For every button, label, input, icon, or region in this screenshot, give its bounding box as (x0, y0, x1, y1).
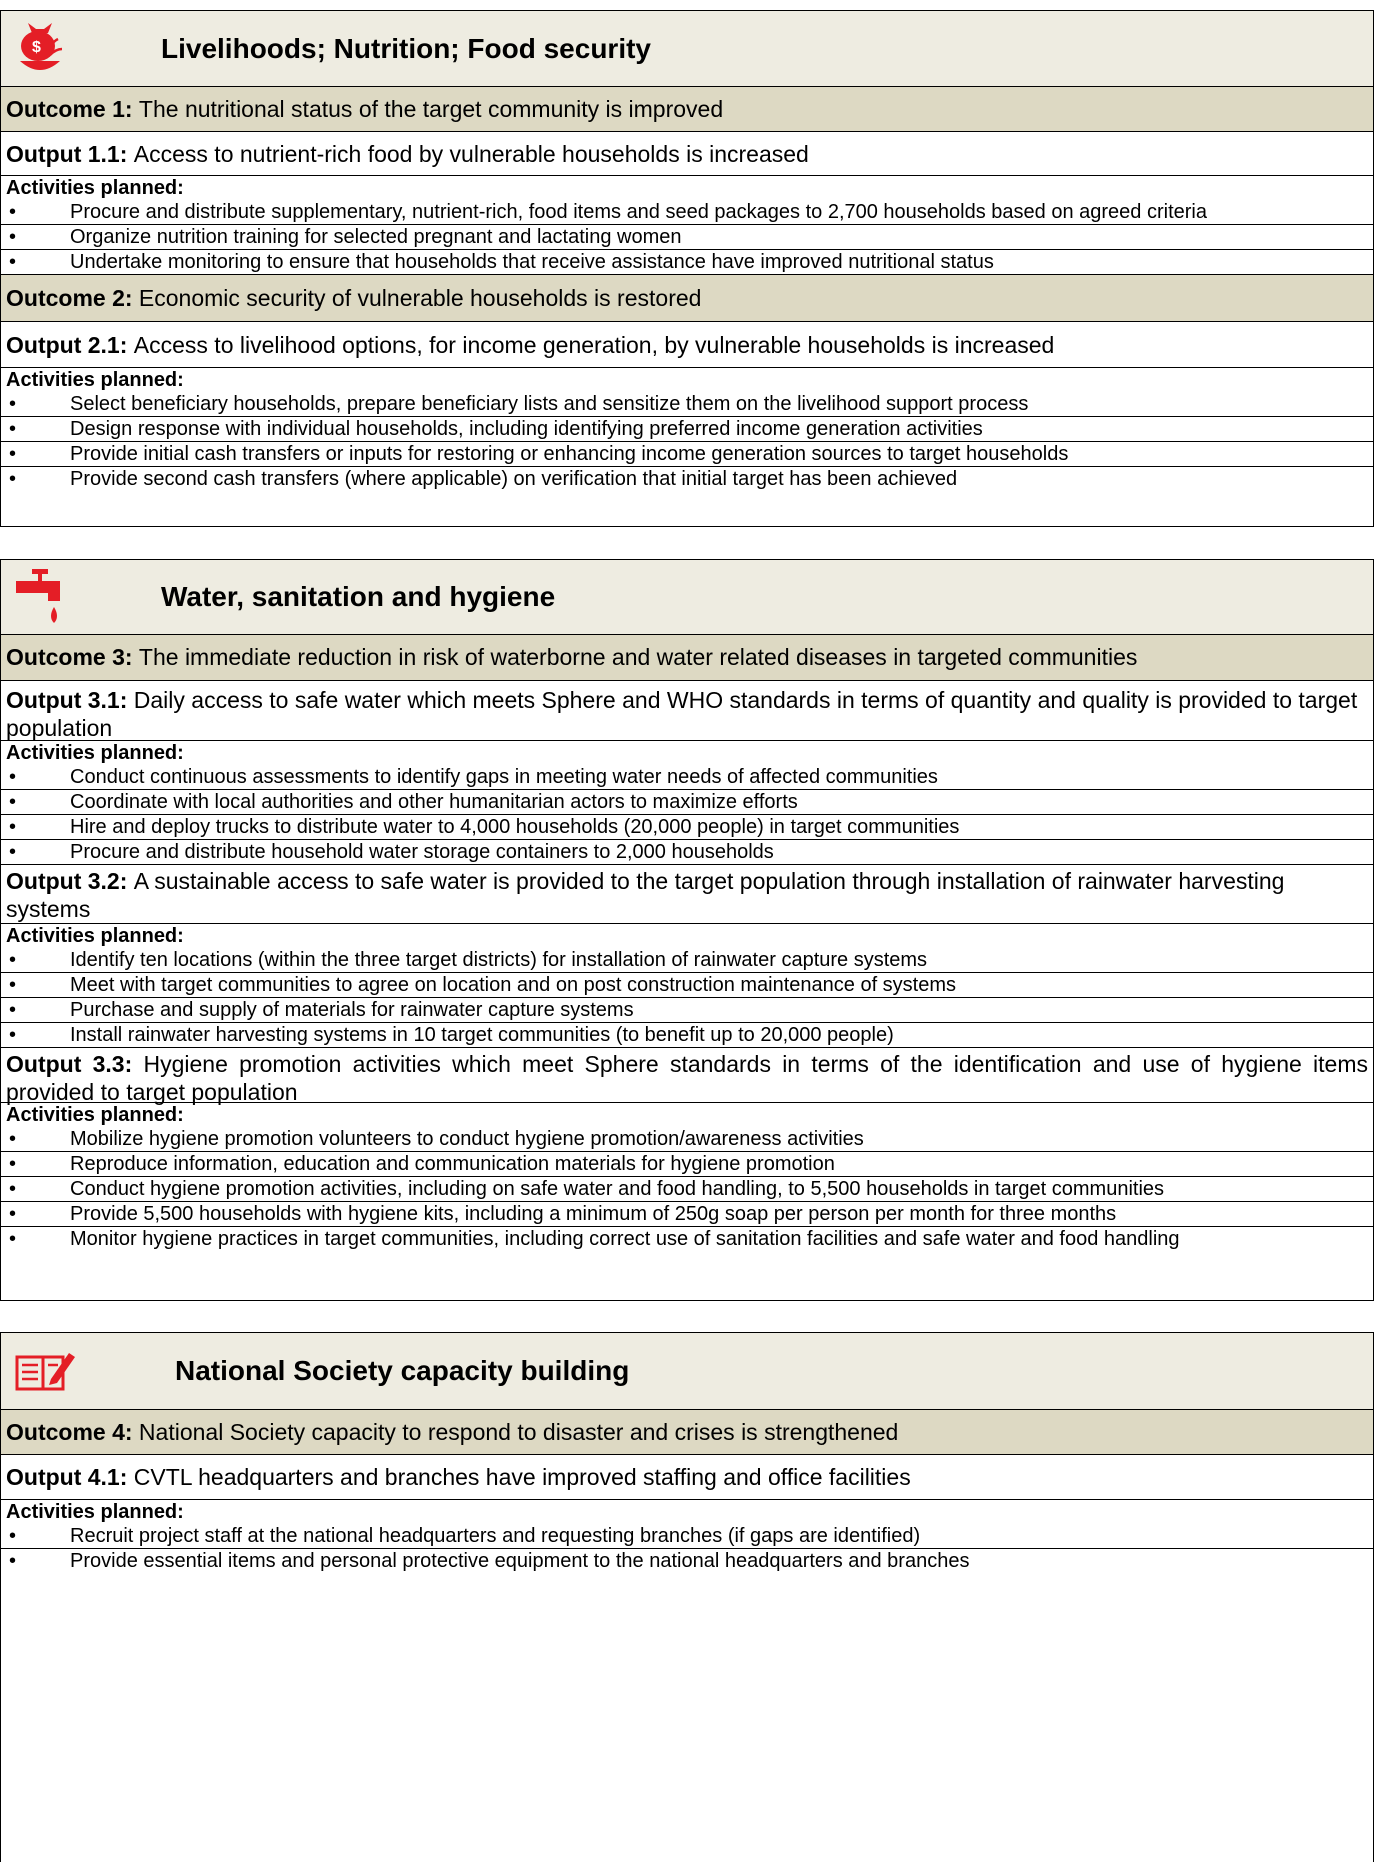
list-item: • Install rainwater harvesting systems in 10 target communities (to benefit up to 20,000 people) (1, 1023, 1373, 1047)
outcome-label: Outcome 3: (6, 644, 133, 670)
output-text: Access to livelihood options, for income generation, by vulnerable households is increased (133, 331, 1055, 358)
activities-label: Activities planned: (6, 742, 184, 764)
list-item: • Conduct continuous assessments to identify gaps in meeting water needs of affected communities (1, 765, 1373, 790)
section-wash (0, 559, 1374, 1301)
output-text: Access to nutrient-rich food by vulnerable households is increased (133, 140, 809, 167)
list-item: • Recruit project staff at the national headquarters and requesting branches (if gaps are identified) (1, 1524, 1373, 1549)
list-item: • Identify ten locations (within the three target districts) for installation of rainwater capture systems (1, 948, 1373, 973)
activities-block (1, 924, 1373, 1048)
section-title: Water, sanitation and hygiene (161, 581, 556, 612)
activities-block (1, 176, 1373, 275)
outcome-row (1, 275, 1373, 322)
list-item: • Undertake monitoring to ensure that households that receive assistance have improved nutritional status (1, 250, 1373, 274)
list-item: • Procure and distribute supplementary, nutrient-rich, food items and seed packages to 2,700 households based on agreed criteria (1, 200, 1373, 225)
list-item: • Provide second cash transfers (where applicable) on verification that initial target has been achieved (1, 467, 1373, 491)
list-item: • Mobilize hygiene promotion volunteers to conduct hygiene promotion/awareness activities (1, 1127, 1373, 1152)
outcome-label: Outcome 4: (6, 1418, 133, 1445)
list-item: • Provide essential items and personal protective equipment to the national headquarters and branches (1, 1549, 1373, 1573)
list-item: • Reproduce information, education and communication materials for hygiene promotion (1, 1152, 1373, 1177)
activities-block (1, 368, 1373, 491)
activities-label: Activities planned: (6, 1501, 184, 1523)
activities-label: Activities planned: (6, 369, 184, 391)
outcome-row (1, 635, 1373, 681)
outcome-text: The nutritional status of the target community is improved (138, 95, 724, 122)
section-livelihoods (0, 10, 1374, 527)
output-text: A sustainable access to safe water is provided to the target population through installation of rainwater harvesting systems (6, 868, 1285, 922)
list-item: • Provide 5,500 households with hygiene kits, including a minimum of 250g soap per person per month for three months (1, 1202, 1373, 1227)
section-title: Livelihoods; Nutrition; Food security (161, 32, 651, 64)
outcome-row (1, 1410, 1373, 1455)
activities-label: Activities planned: (6, 1104, 184, 1126)
list-item: • Organize nutrition training for selected pregnant and lactating women (1, 225, 1373, 250)
output-row (1, 865, 1373, 924)
output-label: Output 3.1: (6, 687, 128, 713)
output-row (1, 1455, 1373, 1500)
output-label: Output 2.1: (6, 331, 128, 358)
output-row (1, 681, 1373, 741)
list-item: • Select beneficiary households, prepare beneficiary lists and sensitize them on the livelihood support process (1, 392, 1373, 417)
output-row (1, 322, 1373, 368)
list-item: • Meet with target communities to agree on location and on post construction maintenance of systems (1, 973, 1373, 998)
money-bag-plant-icon (1, 11, 79, 86)
section-header (1, 560, 1373, 635)
section-title: National Society capacity building (175, 1355, 630, 1386)
activities-block (1, 741, 1373, 865)
activities-block (1, 1103, 1373, 1251)
list-item: • Coordinate with local authorities and other humanitarian actors to maximize efforts (1, 790, 1373, 815)
section-header (1, 1333, 1373, 1410)
output-label: Output 4.1: (6, 1464, 128, 1490)
output-row (1, 1048, 1373, 1103)
activities-block (1, 1500, 1373, 1573)
output-text: CVTL headquarters and branches have improved staffing and office facilities (133, 1464, 911, 1490)
output-row (1, 132, 1373, 176)
section-capacity (0, 1332, 1374, 1862)
svg-text:$: $ (32, 38, 41, 56)
outcome-label: Outcome 1: (6, 95, 133, 122)
outcome-text: Economic security of vulnerable households is restored (138, 284, 702, 311)
output-text: Hygiene promotion activities which meet Sphere standards in terms of the identification and use of hygiene items provided to target population (6, 1051, 1368, 1105)
section-header (1, 11, 1373, 87)
list-item: • Procure and distribute household water storage containers to 2,000 households (1, 840, 1373, 864)
output-label: Output 3.2: (6, 868, 128, 894)
activities-label: Activities planned: (6, 177, 184, 199)
list-item: • Hire and deploy trucks to distribute water to 4,000 households (20,000 people) in target communities (1, 815, 1373, 840)
output-label: Output 3.3: (6, 1051, 133, 1077)
book-pencil-icon (1, 1333, 89, 1409)
output-label: Output 1.1: (6, 140, 128, 167)
output-text: Daily access to safe water which meets Sphere and WHO standards in terms of quantity and quality is provided to target population (6, 687, 1358, 741)
activities-label: Activities planned: (6, 925, 184, 947)
outcome-label: Outcome 2: (6, 284, 133, 311)
outcome-row (1, 87, 1373, 132)
outcome-text: The immediate reduction in risk of waterborne and water related diseases in targeted communities (138, 644, 1138, 670)
list-item: • Purchase and supply of materials for rainwater capture systems (1, 998, 1373, 1023)
water-tap-icon (1, 560, 79, 634)
outcome-text: National Society capacity to respond to disaster and crises is strengthened (138, 1418, 899, 1445)
list-item: • Monitor hygiene practices in target communities, including correct use of sanitation facilities and safe water and food handling (1, 1227, 1373, 1251)
list-item: • Provide initial cash transfers or inputs for restoring or enhancing income generation sources to target households (1, 442, 1373, 467)
list-item: • Design response with individual households, including identifying preferred income generation activities (1, 417, 1373, 442)
list-item: • Conduct hygiene promotion activities, including on safe water and food handling, to 5,500 households in target communities (1, 1177, 1373, 1202)
